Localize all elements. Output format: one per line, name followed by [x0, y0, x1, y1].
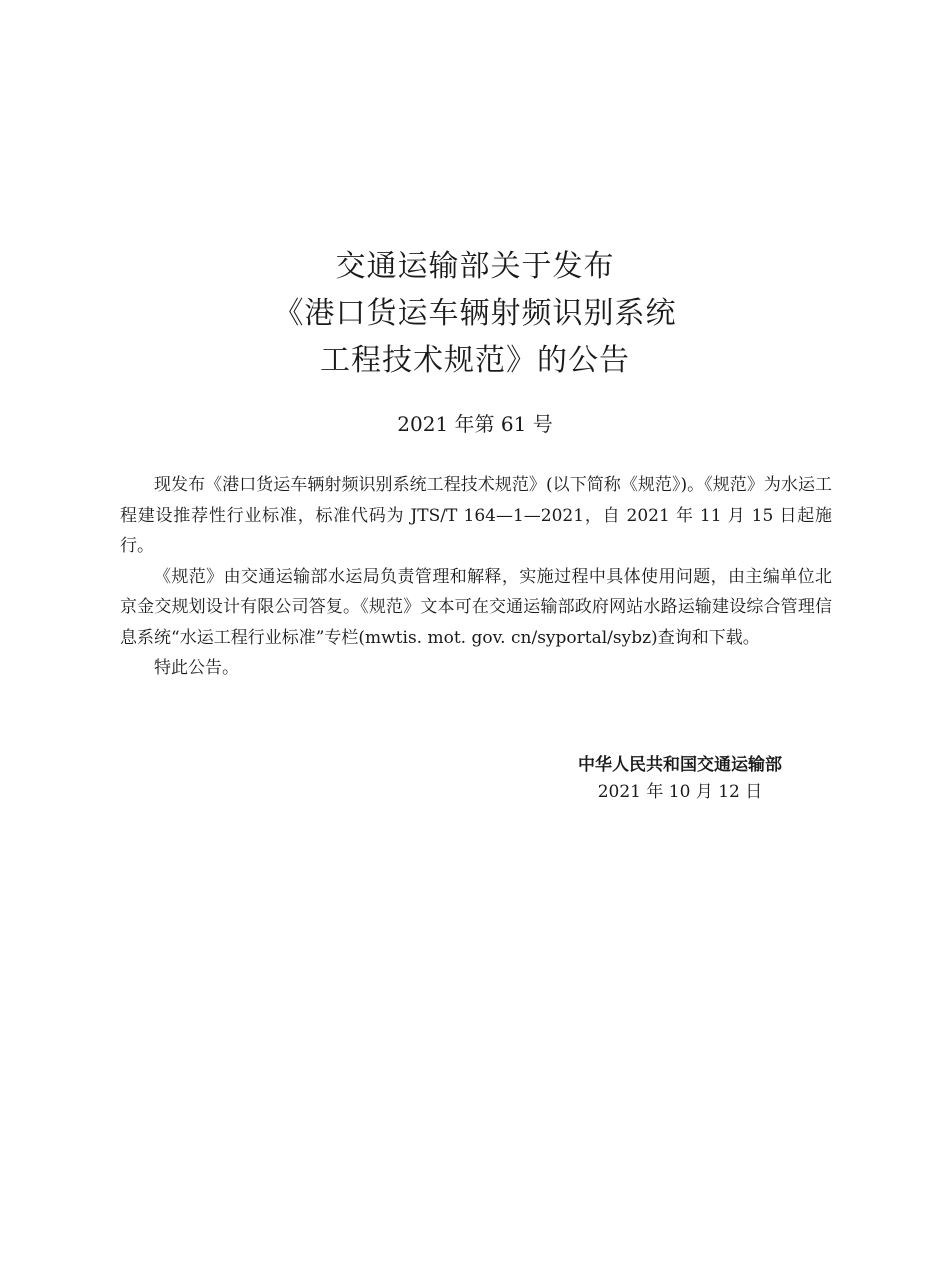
announcement-title	[0, 243, 950, 384]
title-line-2: 《港口货运车辆射频识别系统	[273, 296, 677, 331]
title-line-3: 工程技术规范》的公告	[320, 343, 630, 378]
body-paragraph-1: 现发布《港口货运车辆射频识别系统工程技术规范》(以下简称《规范》)。《规范》为水运工程建设推荐性行业标准，标准代码为 JTS/T 164—1—2021，自 2021 年 11 月 15 日起施行。	[120, 475, 832, 556]
title-line-1: 交通运输部关于发布	[335, 249, 615, 284]
issuer-signature-block	[560, 752, 800, 806]
document-number: 2021 年第 61 号	[397, 412, 553, 436]
announcement-body	[120, 470, 832, 684]
body-paragraph-3: 特此公告。	[154, 658, 239, 678]
issuer-name: 中华人民共和国交通运输部	[578, 755, 782, 775]
body-paragraph-2: 《规范》由交通运输部水运局负责管理和解释，实施过程中具体使用问题，由主编单位北京金交规划设计有限公司答复。《规范》文本可在交通运输部政府网站水路运输建设综合管理信息系统“水运工程行业标准”专栏(mwtis. mot. gov. cn/syportal/sybz)查询和下载。	[120, 566, 832, 648]
issue-date: 2021 年 10 月 12 日	[597, 782, 763, 802]
